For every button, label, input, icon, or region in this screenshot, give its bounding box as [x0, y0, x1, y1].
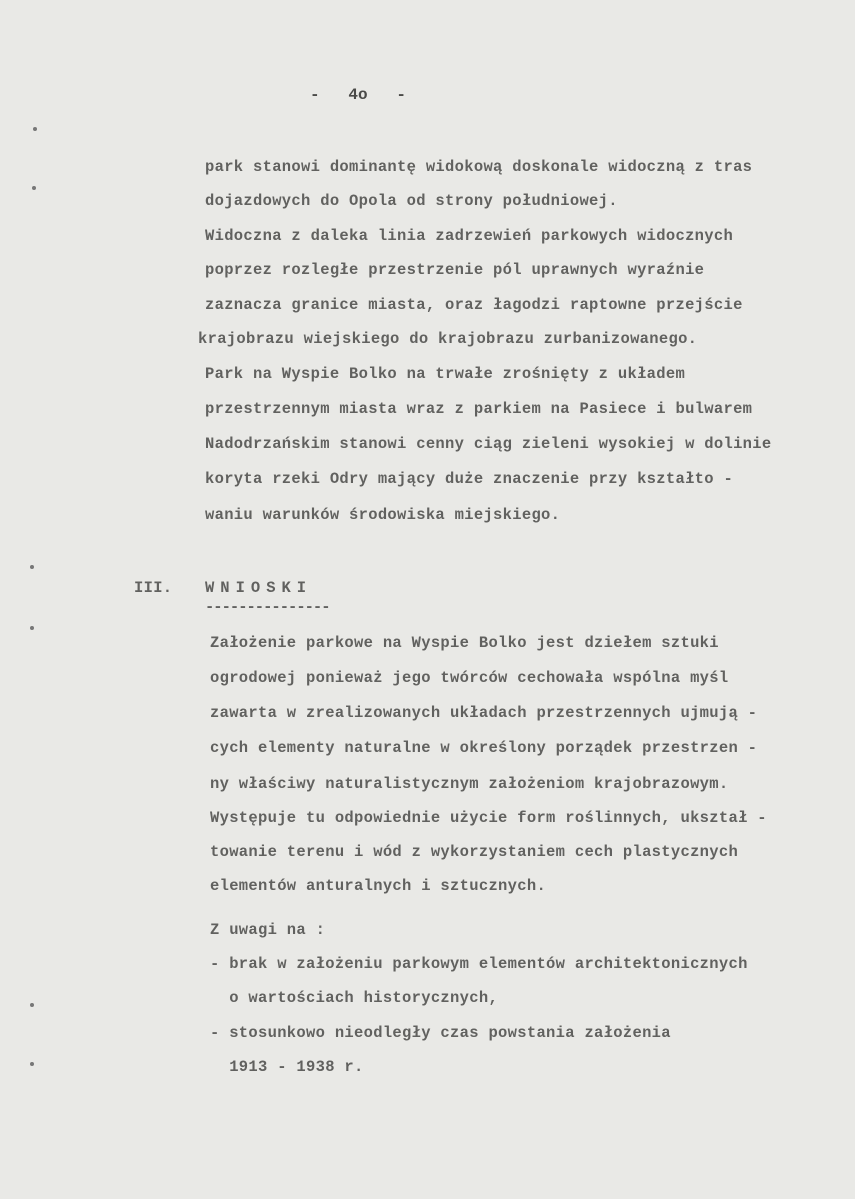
page-number: - 4o -	[310, 86, 407, 104]
list-item: o wartościach historycznych,	[210, 989, 499, 1007]
section-number: III.	[134, 579, 173, 597]
text-line: zaznacza granice miasta, oraz łagodzi raptowne przejście	[205, 296, 743, 314]
text-line: park stanowi dominantę widokową doskonale widoczną z tras	[205, 158, 753, 176]
text-line: dojazdowych do Opola od strony południowej.	[205, 192, 618, 210]
punch-mark	[32, 186, 36, 190]
text-line: przestrzennym miasta wraz z parkiem na Pasiece i bulwarem	[205, 400, 753, 418]
section-underline: ---------------	[205, 598, 330, 616]
punch-mark	[30, 1003, 34, 1007]
text-line: cych elementy naturalne w określony porządek przestrzen -	[210, 739, 758, 757]
text-line: krajobrazu wiejskiego do krajobrazu zurbanizowanego.	[198, 330, 698, 348]
list-item: - stosunkowo nieodległy czas powstania założenia	[210, 1024, 671, 1042]
text-line: zawarta w zrealizowanych układach przestrzennych ujmują -	[210, 704, 758, 722]
text-line: Występuje tu odpowiednie użycie form roślinnych, ukształ -	[210, 809, 767, 827]
punch-mark	[30, 626, 34, 630]
text-line: Park na Wyspie Bolko na trwałe zrośnięty z układem	[205, 365, 686, 383]
text-line: towanie terenu i wód z wykorzystaniem cech plastycznych	[210, 843, 739, 861]
list-item: 1913 - 1938 r.	[210, 1058, 364, 1076]
text-line: Z uwagi na :	[210, 921, 326, 939]
text-line: ny właściwy naturalistycznym założeniom krajobrazowym.	[210, 775, 729, 793]
punch-mark	[30, 1062, 34, 1066]
list-item: - brak w założeniu parkowym elementów architektonicznych	[210, 955, 748, 973]
text-line: ogrodowej ponieważ jego twórców cechowała wspólna myśl	[210, 669, 729, 687]
text-line: poprzez rozległe przestrzenie pól uprawnych wyraźnie	[205, 261, 705, 279]
punch-mark	[33, 127, 37, 131]
section-title: WNIOSKI	[205, 579, 313, 597]
text-line: elementów anturalnych i sztucznych.	[210, 877, 547, 895]
text-line: Widoczna z daleka linia zadrzewień parkowych widocznych	[205, 227, 734, 245]
text-line: waniu warunków środowiska miejskiego.	[205, 506, 561, 524]
punch-mark	[30, 565, 34, 569]
text-line: koryta rzeki Odry mający duże znaczenie przy kształto -	[205, 470, 734, 488]
text-line: Założenie parkowe na Wyspie Bolko jest dziełem sztuki	[210, 634, 719, 652]
text-line: Nadodrzańskim stanowi cenny ciąg zieleni wysokiej w dolinie	[205, 435, 772, 453]
